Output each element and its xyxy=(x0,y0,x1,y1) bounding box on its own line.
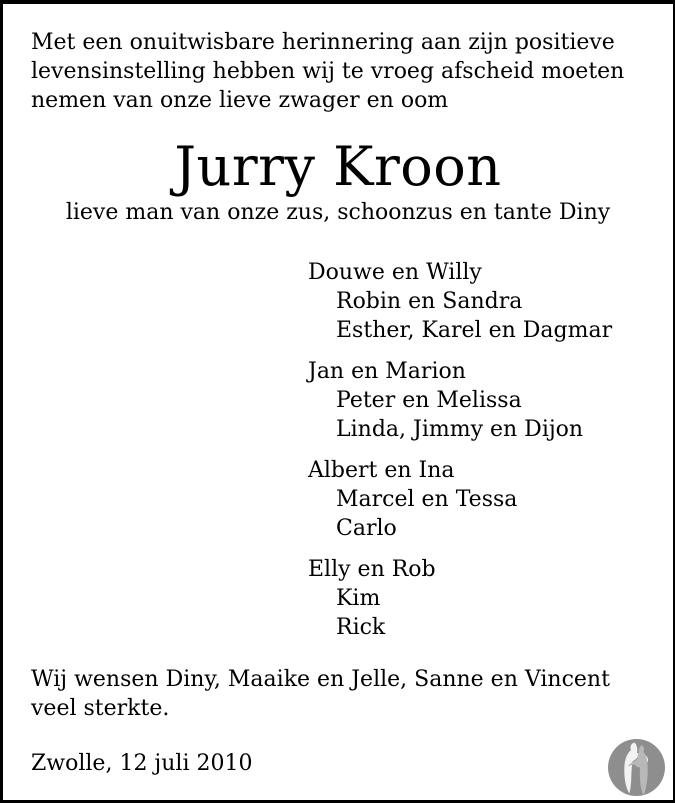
family-group-head: Elly en Rob xyxy=(308,557,436,582)
family-list xyxy=(308,258,673,642)
family-group-child: Robin en Sandra xyxy=(336,289,523,314)
intro-paragraph xyxy=(31,28,673,115)
relation-line: lieve man van onze zus, schoonzus en tante Diny xyxy=(65,200,611,225)
intro-line: nemen van onze lieve zwager en oom xyxy=(31,88,449,113)
family-group xyxy=(308,456,673,543)
family-group-child: Rick xyxy=(336,615,386,640)
place-and-date: Zwolle, 12 juli 2010 xyxy=(31,751,253,776)
closing-line: Wij wensen Diny, Maaike en Jelle, Sanne en Vincent xyxy=(31,667,610,692)
deceased-name: Jurry Kroon xyxy=(174,135,502,198)
family-group-child: Marcel en Tessa xyxy=(336,487,518,512)
family-group-head: Jan en Marion xyxy=(308,359,466,384)
embracing-figures-logo xyxy=(608,739,665,796)
family-group-child: Carlo xyxy=(336,516,397,541)
closing-paragraph xyxy=(31,665,673,723)
family-group xyxy=(308,258,673,345)
family-group xyxy=(308,357,673,444)
closing-line: veel sterkte. xyxy=(31,696,170,721)
family-group-child: Esther, Karel en Dagmar xyxy=(336,318,613,343)
intro-line: Met een onuitwisbare herinnering aan zijn positieve xyxy=(31,30,615,55)
family-group-head: Douwe en Willy xyxy=(308,260,482,285)
family-group-child: Kim xyxy=(336,586,381,611)
family-group-head: Albert en Ina xyxy=(308,458,455,483)
family-group-child: Peter en Melissa xyxy=(336,388,522,413)
family-group-child: Linda, Jimmy en Dijon xyxy=(336,417,584,442)
intro-line: levensinstelling hebben wij te vroeg afscheid moeten xyxy=(31,59,625,84)
family-group xyxy=(308,555,673,642)
